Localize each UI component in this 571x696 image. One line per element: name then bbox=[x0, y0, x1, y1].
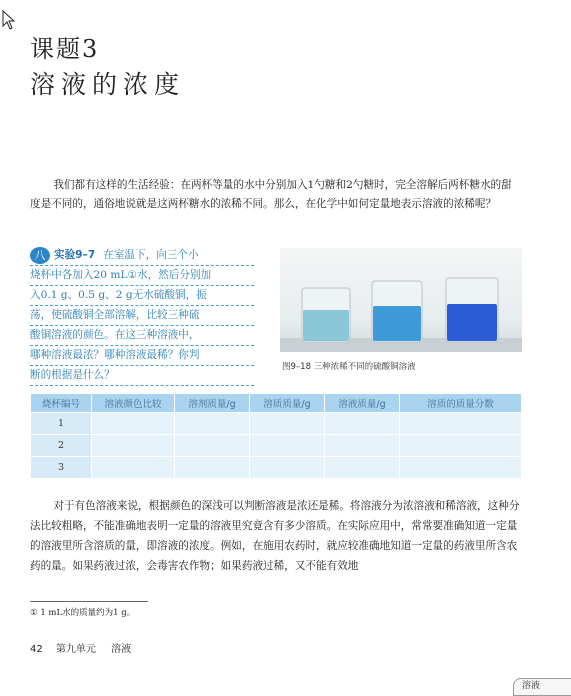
beaker-dark bbox=[446, 278, 498, 342]
experiment-text-line: 在室温下，向三个小 bbox=[103, 249, 199, 261]
experiment-text-line: 断的根据是什么？ bbox=[30, 366, 254, 386]
figure-caption: 图9–18 三种浓稀不同的硫酸铜溶液 bbox=[282, 362, 416, 372]
table-cell bbox=[400, 457, 522, 479]
cursor-arrow-icon bbox=[2, 10, 16, 30]
table-cell bbox=[175, 413, 250, 435]
table-cell bbox=[325, 413, 400, 435]
table-header: 溶液质量/g bbox=[325, 394, 400, 413]
page-footer bbox=[30, 640, 131, 655]
experiment-text-line: 荡，使硫酸铜全部溶解，比较三种硫 bbox=[30, 306, 254, 326]
experiment-text-line: 入0.1 g、0.5 g、2 g无水硫酸铜，振 bbox=[30, 286, 254, 306]
lesson-title: 溶液的浓度 bbox=[30, 70, 186, 99]
beakers-photo bbox=[280, 248, 522, 352]
table-header: 溶液颜色比较 bbox=[92, 394, 175, 413]
section-tab[interactable]: 溶液 bbox=[513, 678, 571, 696]
experiment-line-1 bbox=[30, 246, 254, 266]
row-number: 1 bbox=[31, 413, 92, 435]
table-cell bbox=[325, 457, 400, 479]
table-cell bbox=[400, 435, 522, 457]
table-header: 烧杯编号 bbox=[31, 394, 92, 413]
table-row bbox=[31, 457, 522, 479]
experiment-text-line: 酸铜溶液的颜色。在这三种溶液中， bbox=[30, 326, 254, 346]
experiment-box bbox=[30, 246, 254, 386]
footnote-divider bbox=[30, 601, 148, 602]
unit-name: 溶液 bbox=[111, 644, 132, 655]
experiment-text-line: 烧杯中各加入20 mL①水，然后分别加 bbox=[30, 266, 254, 286]
table-row bbox=[31, 435, 522, 457]
table-cell bbox=[250, 413, 325, 435]
table-row bbox=[31, 413, 522, 435]
lesson-number: 课题3 bbox=[30, 35, 100, 63]
table-header: 溶质质量/g bbox=[250, 394, 325, 413]
table-cell bbox=[400, 413, 522, 435]
table-cell bbox=[175, 435, 250, 457]
row-number: 3 bbox=[31, 457, 92, 479]
table-header: 溶质的质量分数 bbox=[400, 394, 522, 413]
experiment-icon: 八 bbox=[30, 247, 50, 264]
intro-paragraph: 我们都有这样的生活经验：在两杯等量的水中分别加入1勺糖和2勺糖时，完全溶解后两杯糖水的甜度是不同的，通俗地说就是这两杯糖水的浓稀不同。那么，在化学中如何定量地表示溶液的浓稀呢？ bbox=[30, 179, 512, 210]
intro-text bbox=[30, 176, 522, 214]
table-cell bbox=[92, 457, 175, 479]
body-paragraph: 对于有色溶液来说，根据颜色的深浅可以判断溶液是浓还是稀。将溶液分为浓溶液和稀溶液，这种分法比较粗略，不能准确地表明一定量的溶液里究竟含有多少溶质。在实际应用中，常常要准确知道一定量的溶液里所含溶质的量，即溶液的浓度。例如，在施用农药时，就应较准确地知道一定量的药液里所含农药的量。如果药液过浓，会毒害农作物；如果药液过稀，又不能有效地 bbox=[30, 500, 520, 572]
experiment-label: 实验9–7 bbox=[54, 249, 96, 261]
data-table bbox=[30, 393, 522, 479]
table-cell bbox=[92, 413, 175, 435]
unit-label: 第九单元 bbox=[55, 644, 96, 655]
table-header: 溶剂质量/g bbox=[175, 394, 250, 413]
row-number: 2 bbox=[31, 435, 92, 457]
beaker-medium bbox=[372, 281, 422, 342]
table-cell bbox=[250, 435, 325, 457]
body-text bbox=[30, 496, 522, 576]
table-cell bbox=[325, 435, 400, 457]
beaker-light bbox=[302, 288, 350, 342]
table-cell bbox=[250, 457, 325, 479]
experiment-text-line: 哪种溶液最浓？哪种溶液最稀？你判 bbox=[30, 346, 254, 366]
table-header-row bbox=[31, 394, 522, 413]
title-block bbox=[30, 34, 185, 102]
page-number: 42 bbox=[30, 644, 43, 655]
table-cell bbox=[92, 435, 175, 457]
table-cell bbox=[175, 457, 250, 479]
footnote: ① 1 mL水的质量约为1 g。 bbox=[30, 608, 136, 618]
